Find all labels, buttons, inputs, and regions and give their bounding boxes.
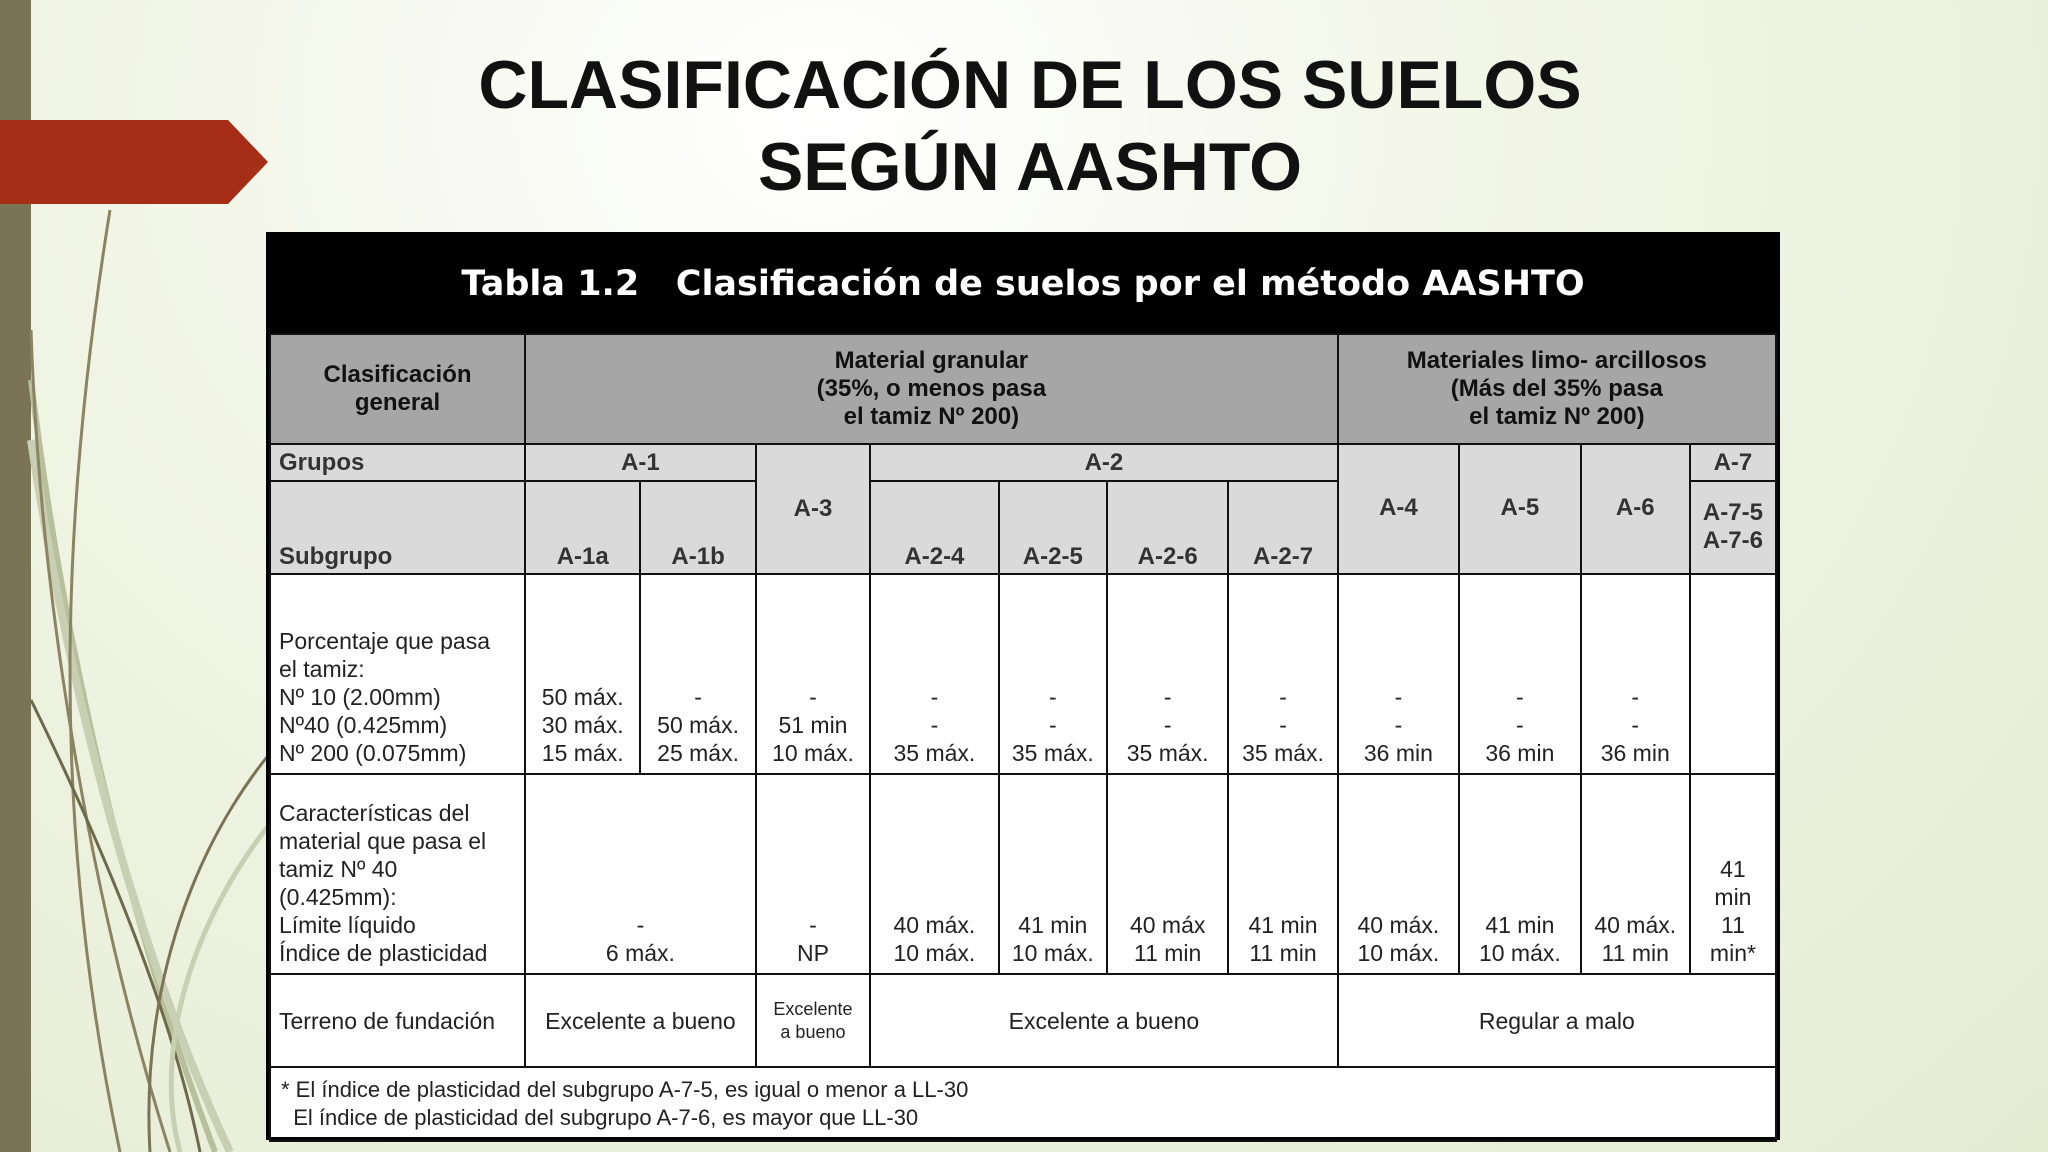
subgroup-a6: A-6 — [1581, 444, 1690, 574]
table-caption: Tabla 1.2 Clasificación de suelos por el método AASHTO — [269, 235, 1777, 333]
foundation-row-label: Terreno de fundación — [270, 974, 525, 1067]
sieve-a25: - - 35 máx. — [999, 574, 1107, 774]
subgroup-a1b: A-1b — [640, 481, 755, 574]
char-a5: 41 min 10 máx. — [1459, 774, 1580, 974]
char-a27: 41 min 11 min — [1228, 774, 1337, 974]
sieve-a27: - - 35 máx. — [1228, 574, 1337, 774]
foundation-a2: Excelente a bueno — [870, 974, 1338, 1067]
foundation-a3: Excelente a bueno — [756, 974, 870, 1067]
sieve-a7 — [1690, 574, 1776, 774]
char-a3: - NP — [756, 774, 870, 974]
char-a7: 41 min 11 min* — [1690, 774, 1776, 974]
char-a1: - 6 máx. — [525, 774, 756, 974]
characteristics-row-label: Características del material que pasa el tamiz Nº 40 (0.425mm): Límite líquido Índice de plasticidad — [270, 774, 525, 974]
sieve-a26: - - 35 máx. — [1107, 574, 1228, 774]
table-footnote: * El índice de plasticidad del subgrupo A-7-5, es igual o menor a LL-30 El índice de plasticidad del subgrupo A-7-6, es mayor que LL-30 — [270, 1067, 1776, 1141]
header-granular: Material granular (35%, o menos pasa el tamiz Nº 200) — [525, 334, 1338, 444]
page-title — [300, 44, 1760, 208]
subgroup-a7x: A-7-5 A-7-6 — [1690, 481, 1776, 574]
subgroup-a1a: A-1a — [525, 481, 640, 574]
sieve-a1b: - 50 máx. 25 máx. — [640, 574, 755, 774]
groups-label: Grupos — [270, 444, 525, 481]
sieve-a24: - - 35 máx. — [870, 574, 999, 774]
sieve-a3: - 51 min 10 máx. — [756, 574, 870, 774]
group-a3: A-3 — [756, 444, 870, 574]
subgroup-label: Subgrupo — [270, 481, 525, 574]
sieve-a4: - - 36 min — [1338, 574, 1459, 774]
char-a24: 40 máx. 10 máx. — [870, 774, 999, 974]
title-line-1: CLASIFICACIÓN DE LOS SUELOS — [478, 47, 1582, 123]
subgroup-a5: A-5 — [1459, 444, 1580, 574]
subgroup-a26: A-2-6 — [1107, 481, 1228, 574]
subgroup-a4: A-4 — [1338, 444, 1459, 574]
sieve-row-label: Porcentaje que pasa el tamiz: Nº 10 (2.00mm) Nº40 (0.425mm) Nº 200 (0.075mm) — [270, 574, 525, 774]
group-a1: A-1 — [525, 444, 756, 481]
aashto-table — [266, 232, 1780, 1140]
subgroup-a25: A-2-5 — [999, 481, 1107, 574]
sieve-a6: - - 36 min — [1581, 574, 1690, 774]
header-limo-arcillosos: Materiales limo- arcillosos (Más del 35% pasa el tamiz Nº 200) — [1338, 334, 1776, 444]
group-a2: A-2 — [870, 444, 1338, 481]
foundation-limo: Regular a malo — [1338, 974, 1776, 1067]
group-a7: A-7 — [1690, 444, 1776, 481]
classification-table — [269, 333, 1777, 1142]
char-a25: 41 min 10 máx. — [999, 774, 1107, 974]
sieve-a5: - - 36 min — [1459, 574, 1580, 774]
red-arrow-banner — [0, 0, 300, 220]
foundation-a1: Excelente a bueno — [525, 974, 756, 1067]
char-a4: 40 máx. 10 máx. — [1338, 774, 1459, 974]
header-general: Clasificación general — [270, 334, 525, 444]
subgroup-a24: A-2-4 — [870, 481, 999, 574]
char-a26: 40 máx 11 min — [1107, 774, 1228, 974]
sieve-a1a: 50 máx. 30 máx. 15 máx. — [525, 574, 640, 774]
char-a6: 40 máx. 11 min — [1581, 774, 1690, 974]
subgroup-a27: A-2-7 — [1228, 481, 1337, 574]
title-line-2: SEGÚN AASHTO — [757, 129, 1303, 205]
